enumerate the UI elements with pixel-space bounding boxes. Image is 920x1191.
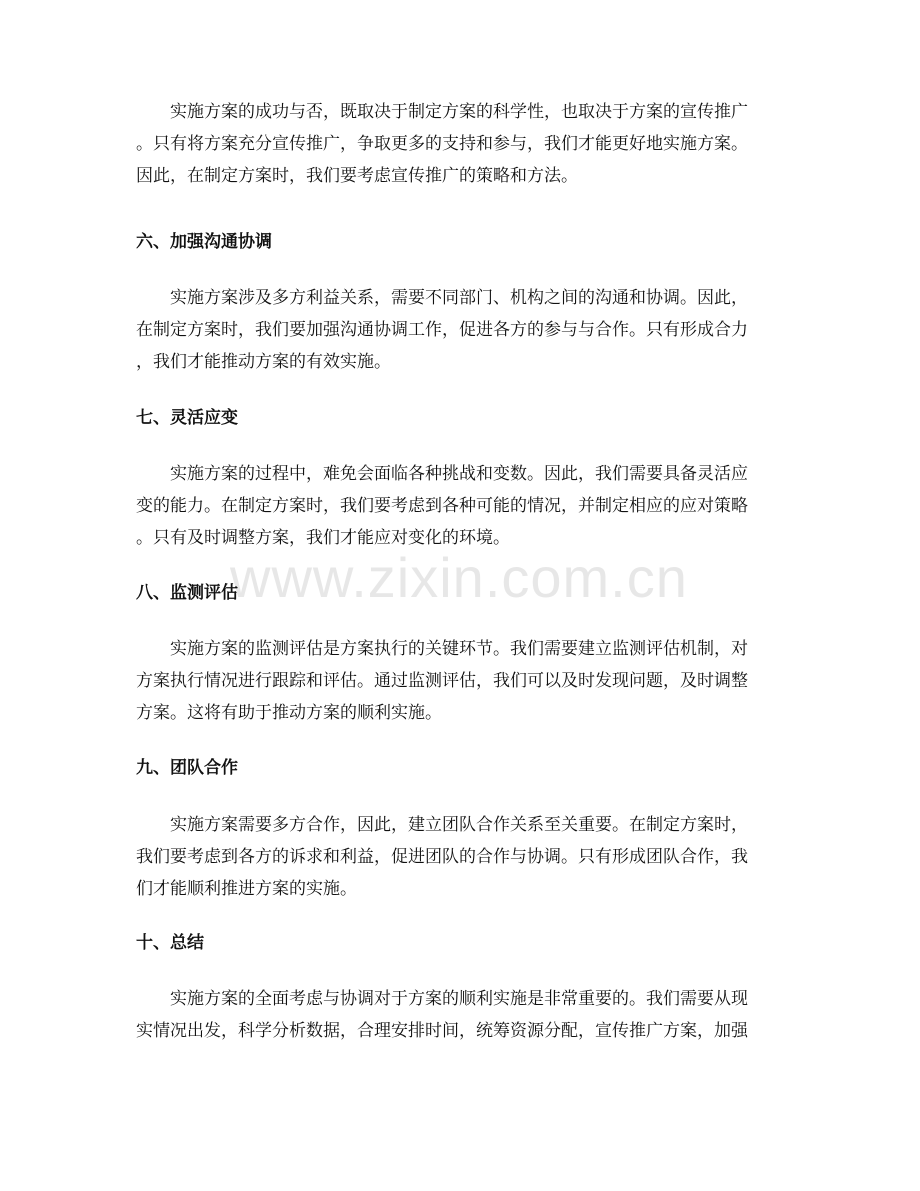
- paragraph-line: 实施方案的成功与否，既取决于制定方案的科学性，也取决于方案的宣传推广: [170, 102, 748, 122]
- section-heading-8: 八、监测评估: [136, 583, 238, 603]
- paragraph-line: 我们要考虑到各方的诉求和利益，促进团队的合作与协调。只有形成团队合作，我: [136, 847, 748, 867]
- paragraph-line: 们才能顺利推进方案的实施。: [136, 879, 357, 899]
- paragraph-line: 实施方案的全面考虑与协调对于方案的顺利实施是非常重要的。我们需要从现: [170, 989, 748, 1009]
- paragraph-section-8: [136, 633, 748, 729]
- paragraph-line: 。只有及时调整方案，我们才能应对变化的环境。: [136, 528, 510, 548]
- paragraph-line: 实施方案需要多方合作，因此，建立团队合作关系至关重要。在制定方案时，: [170, 815, 748, 835]
- section-heading-7: 七、灵活应变: [136, 408, 238, 428]
- paragraph-section-7: [136, 458, 748, 554]
- section-heading-10: 十、总结: [136, 933, 204, 953]
- paragraph-line: 。只有将方案充分宣传推广，争取更多的支持和参与，我们才能更好地实施方案。: [136, 134, 748, 154]
- section-heading-6: 六、加强沟通协调: [136, 232, 272, 252]
- watermark-text: www.zixin.com.cn: [230, 546, 688, 609]
- paragraph-line: 实施方案的过程中，难免会面临各种挑战和变数。因此，我们需要具备灵活应: [170, 464, 748, 484]
- paragraph-line: 在制定方案时，我们要加强沟通协调工作，促进各方的参与与合作。只有形成合力: [136, 320, 748, 340]
- section-heading-9: 九、团队合作: [136, 758, 238, 778]
- paragraph-line: 实情况出发，科学分析数据，合理安排时间，统筹资源分配，宣传推广方案，加强: [136, 1021, 748, 1041]
- paragraph-line: 实施方案涉及多方利益关系，需要不同部门、机构之间的沟通和协调。因此，: [170, 288, 748, 308]
- paragraph-line: 变的能力。在制定方案时，我们要考虑到各种可能的情况，并制定相应的应对策略: [136, 496, 748, 516]
- paragraph-line: 因此，在制定方案时，我们要考虑宣传推广的策略和方法。: [136, 166, 578, 186]
- paragraph-line: 方案执行情况进行跟踪和评估。通过监测评估，我们可以及时发现问题，及时调整: [136, 671, 748, 691]
- paragraph-line: ，我们才能推动方案的有效实施。: [136, 352, 391, 372]
- paragraph-section-9: [136, 809, 748, 905]
- paragraph-line: 实施方案的监测评估是方案执行的关键环节。我们需要建立监测评估机制，对: [170, 639, 748, 659]
- paragraph-section-6: [136, 282, 748, 378]
- paragraph-section-10: [136, 983, 748, 1047]
- paragraph-line: 方案。这将有助于推动方案的顺利实施。: [136, 703, 442, 723]
- paragraph-intro: [136, 96, 748, 192]
